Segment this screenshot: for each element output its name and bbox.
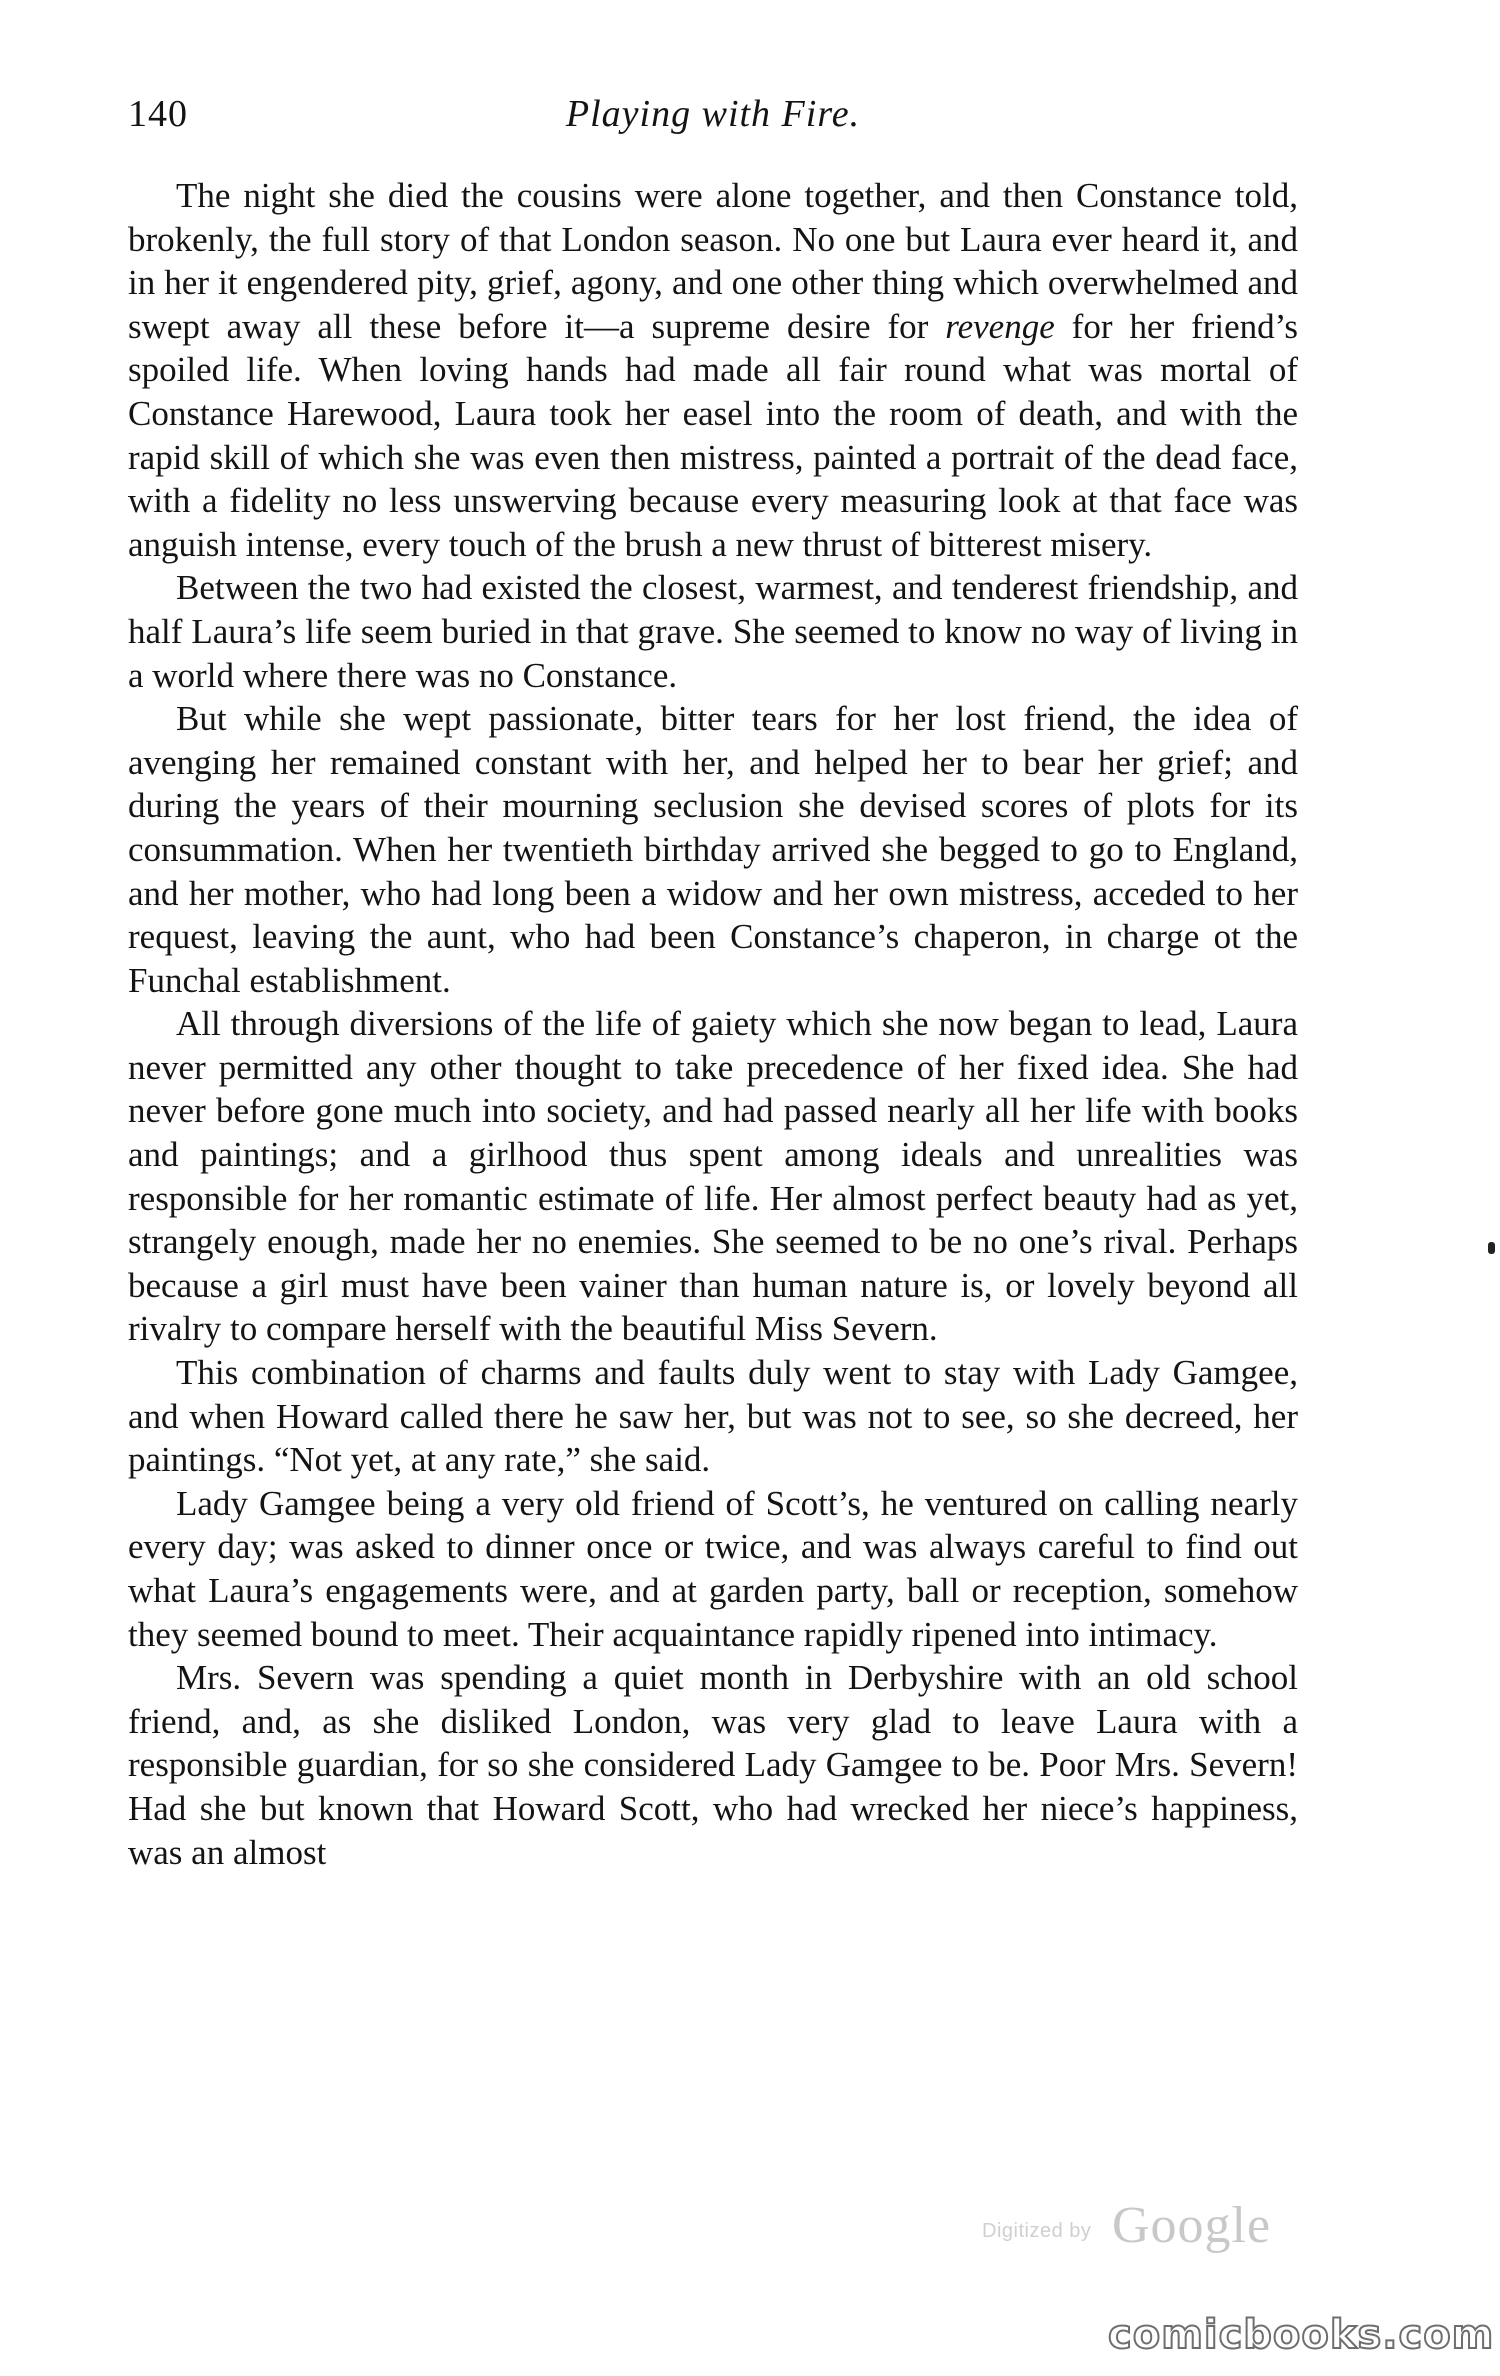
digitized-by-text: Digitized by [982, 2220, 1092, 2242]
google-logo: Google [1112, 2197, 1272, 2254]
body-text [128, 174, 1298, 1874]
page-number: 140 [128, 93, 188, 135]
paragraph-1-text-a: The night she died the cousins were alone together, and then Constance told, brokenly, the full story of that London season. No one but Laura ever heard it, and in her it engendered pity, grief, agony, and one other thing which overwhelmed and swept away all these before it—a supreme desire for [128, 176, 1298, 346]
running-title: Playing with Fire. [565, 93, 861, 135]
margin-ink-mark [1488, 1242, 1495, 1254]
paragraph-3: But while she wept passionate, bitter tears for her lost friend, the idea of avenging her remained constant with her, and helped her to bear her grief; and during the years of their mourning seclusion she devised scores of plots for its consummation. When her twentieth birthday arrived she begged to go to England, and her mother, who had long been a widow and her own mistress, acceded to her request, leaving the aunt, who had been Constance’s chaperon, in charge ot the Funchal establishment. [128, 699, 1298, 1000]
paragraph-1 [128, 174, 1298, 566]
paragraph-1-text-b: for her friend’s spoiled life. When loving hands had made all fair round what was mortal of Constance Harewood, Laura took her easel into the room of death, and with the rapid skill of which she was even then mistress, painted a portrait of the dead face, with a fidelity no less unswerving because every measuring look at that face was anguish intense, every touch of the brush a new thrust of bitterest misery. [128, 306, 1298, 564]
digitized-by-google [982, 2196, 1302, 2256]
watermark: comicbooks.com [1108, 2312, 1495, 2358]
page-header [128, 92, 1298, 152]
paragraph-6: Lady Gamgee being a very old friend of Scott’s, he ventured on calling nearly every day; was asked to dinner once or twice, and was always careful to find out what Laura’s engagements were, and at garden party, ball or reception, somehow they seemed bound to meet. Their acquaintance rapidly ripened into intimacy. [128, 1483, 1298, 1654]
paragraph-5: This combination of charms and faults duly went to stay with Lady Gamgee, and when Howard called there he saw her, but was not to see, so she decreed, her paintings. “Not yet, at any rate,” she said. [128, 1353, 1298, 1480]
paragraph-7: Mrs. Severn was spending a quiet month in Derbyshire with an old school friend, and, as she disliked London, was very glad to leave Laura with a responsible guardian, for so she considered Lady Gamgee to be. Poor Mrs. Severn! Had she but known that Howard Scott, who had wrecked her niece’s happiness, was an almost [128, 1658, 1298, 1872]
emphasis-revenge: revenge [945, 306, 1055, 346]
paragraph-4: All through diversions of the life of gaiety which she now began to lead, Laura never permitted any other thought to take precedence of her fixed idea. She had never before gone much into society, and had passed nearly all her life with books and paintings; and a girlhood thus spent among ideals and unrealities was responsible for her romantic estimate of life. Her almost perfect beauty had as yet, strangely enough, made her no enemies. She seemed to be no one’s rival. Perhaps because a girl must have been vainer than human nature is, or lovely beyond all rivalry to compare herself with the beautiful Miss Severn. [128, 1004, 1298, 1349]
paragraph-2: Between the two had existed the closest, warmest, and tenderest friendship, and half Laura’s life seem buried in that grave. She seemed to know no way of living in a world where there was no Constance. [128, 568, 1298, 695]
